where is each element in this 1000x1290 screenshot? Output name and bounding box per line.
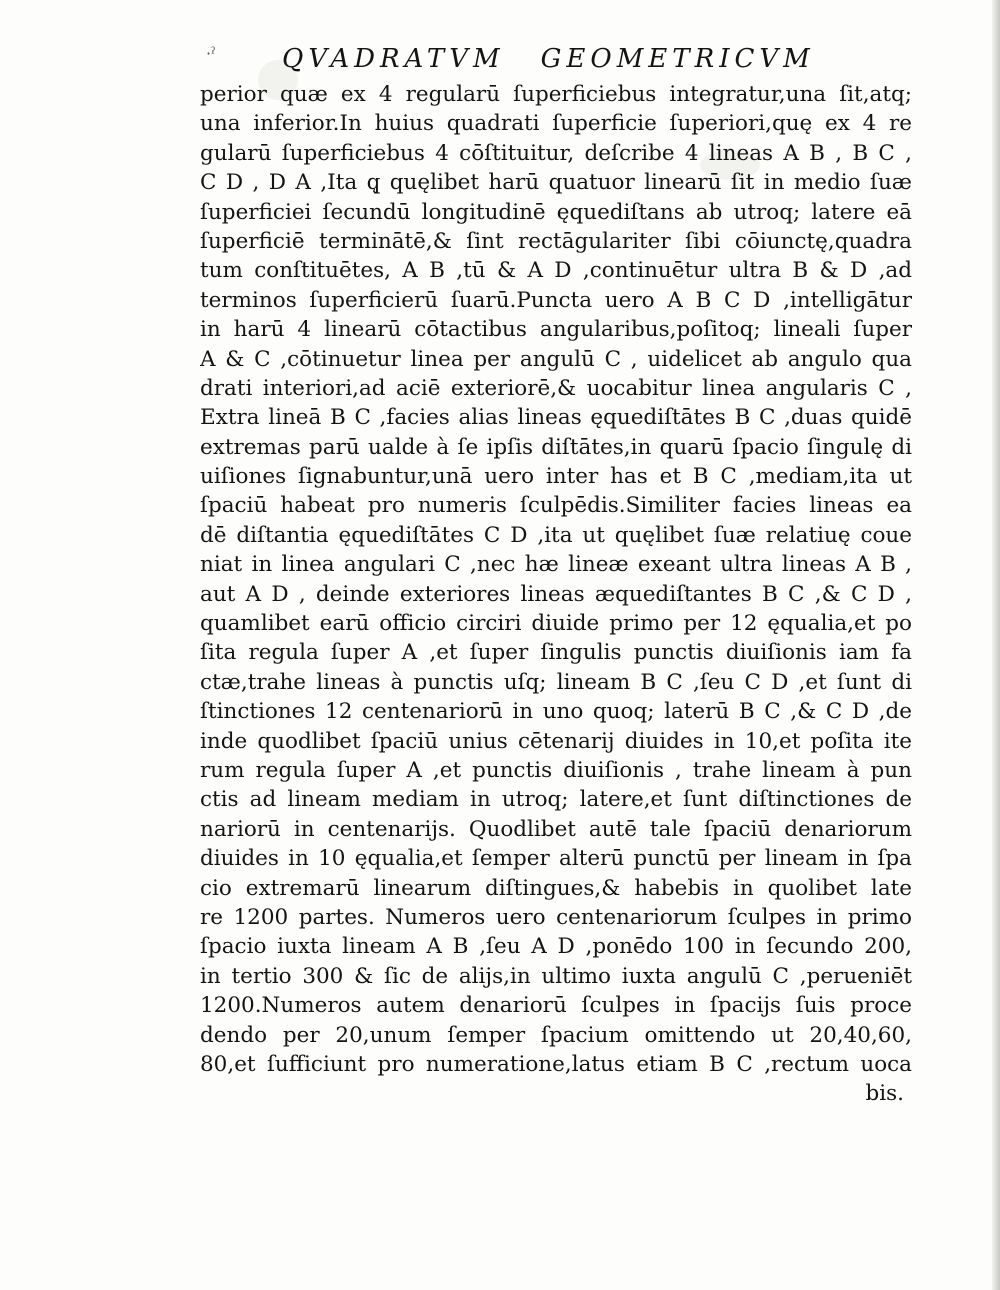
text-line: ſita regula ſuper A ,et ſuper ſingulis punctis diuiſionis iam fa [200, 640, 912, 666]
text-line: ctis ad lineam mediam in utroq; latere,et ſunt diſtinctiones de [200, 787, 912, 813]
text-line: diuides in 10 ęqualia,et ſemper alterū punctū per lineam in ſpa [200, 846, 912, 872]
text-line: bis. [865, 1081, 904, 1107]
folio-mark: ·ˀ [206, 44, 216, 63]
text-line: rum regula ſuper A ,et punctis diuiſionis , trahe lineam à pun [200, 757, 912, 783]
text-line: inde quodlibet ſpaciū unius cētenarij diuides in 10,et poſita ite [200, 728, 912, 754]
text-line: C D , D A ,Ita q̨ quęlibet harū quatuor linearū ſit in medio ſuæ [200, 170, 912, 196]
running-title-word: QVADRATVM [282, 44, 505, 74]
text-line: dē diſtantia ęquediſtātes C D ,ita ut quęlibet ſuæ relatiuę coue [200, 522, 912, 548]
text-line: nariorū in centenarijs. Quodlibet autē tale ſpaciū denariorum [200, 816, 912, 842]
text-line: ſpaciū habeat pro numeris ſculpēdis.Similiter facies lineas ea [200, 493, 912, 519]
text-line: ſuperficiē terminātē,& ſint rectāgulariter ſibi cōiunctę,quadra [200, 228, 912, 254]
text-line: ſuperficiei ſecundū longitudinē ęquediſtans ab utroq; latere eā [200, 199, 912, 225]
text-line: ſtinctiones 12 centenariorū in uno quoq; laterū B C ,& C D ,de [200, 699, 912, 725]
text-line: 80,et ſufficiunt pro numeratione,latus etiam B C ,rectum uoca [200, 1051, 912, 1077]
text-line: A & C ,cōtinuetur linea per angulū C , uidelicet ab angulo qua [200, 346, 912, 372]
text-line: 1200.Numeros autem denariorū ſculpes in ſpacijs ſuis proce [200, 993, 912, 1019]
text-line: aut A D , deinde exteriores lineas æquediſtantes B C ,& C D , [200, 581, 912, 607]
page-edge-shadow [992, 0, 1000, 1290]
text-line: dendo per 20,unum ſemper ſpacium omittendo ut 20,40,60, [200, 1022, 912, 1048]
text-line: perior quæ ex 4 regularū ſuperficiebus integratur,una ſit,atq; [200, 82, 912, 107]
text-line: cio extremarū linearum diſtingues,& habebis in quolibet late [200, 875, 912, 901]
text-line: in tertio 300 & ſic de alijs,in ultimo iuxta angulū C ,perueniēt [200, 963, 912, 989]
text-line: in harū 4 linearū cōtactibus angularibus,poſitoq; lineali ſuper [200, 317, 912, 343]
text-line: drati interiori,ad aciē exteriorē,& uocabitur linea angularis C , [200, 375, 912, 401]
running-title-word: GEOMETRICVM [540, 44, 815, 74]
text-line: re 1200 partes. Numeros uero centenariorum ſculpes in primo [200, 904, 912, 930]
text-line: extremas parū ualde à ſe ipſis diſtātes,in quarū ſpacio ſingulę di [200, 434, 912, 460]
text-line: niat in linea angulari C ,nec hæ lineæ exeant ultra lineas A B , [200, 552, 912, 578]
text-line: gularū ſuperficiebus 4 cōſtituitur, deſcribe 4 lineas A B , B C , [200, 140, 912, 166]
text-line: tum conſtituētes, A B ,tū & A D ,continuētur ultra B & D ,ad [200, 258, 912, 284]
text-line: terminos ſuperficierū ſuarū.Puncta uero A B C D ,intelligātur [200, 287, 912, 313]
text-line: quamlibet earū officio circiri diuide primo per 12 ęqualia,et po [200, 611, 912, 637]
running-title [282, 44, 815, 74]
text-line: uiſiones ſignabuntur,unā uero inter has et B C ,mediam,ita ut [200, 464, 912, 490]
text-line: ctæ,trahe lineas à punctis uſq; lineam B C ,ſeu C D ,et ſunt di [200, 669, 912, 695]
text-line: ſpacio iuxta lineam A B ,ſeu A D ,ponēdo 100 in ſecundo 200, [200, 934, 912, 960]
body-text [200, 80, 912, 1109]
text-line: una inferior.In huius quadrati ſuperficie ſuperiori,quę ex 4 re [200, 111, 912, 137]
text-line: Extra lineā B C ,facies alias lineas ęquediſtātes B C ,duas quidē [200, 405, 912, 431]
page-header [200, 44, 900, 84]
